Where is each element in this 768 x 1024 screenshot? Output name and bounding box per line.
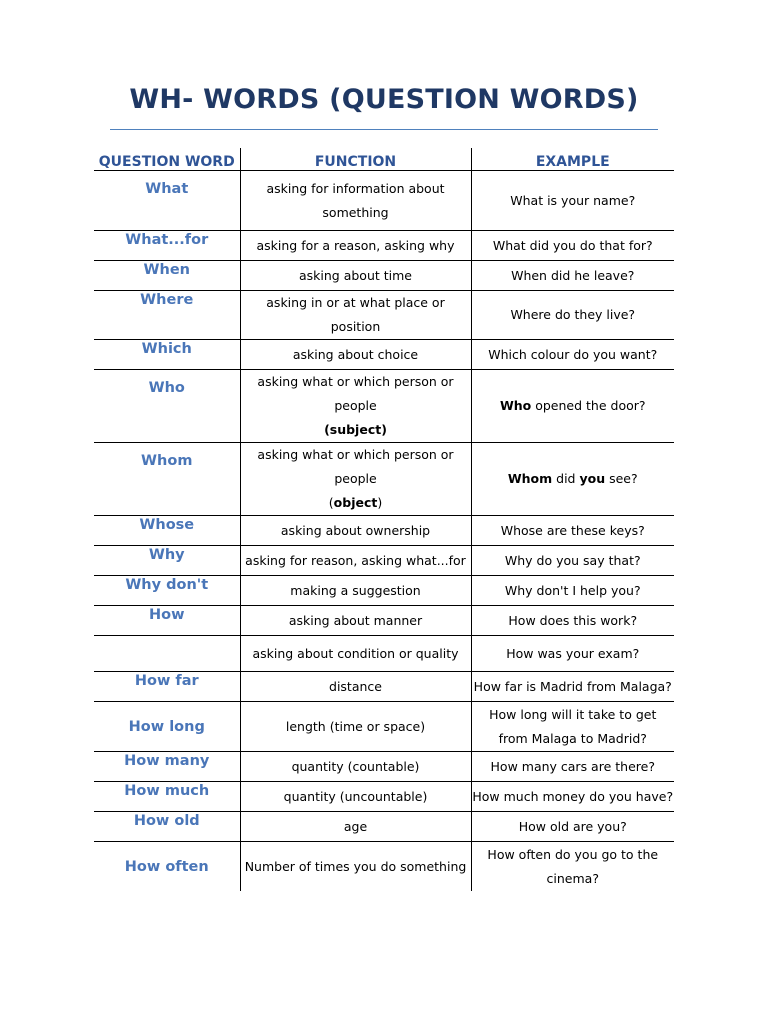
header-example: EXAMPLE bbox=[471, 148, 674, 171]
example-text: see? bbox=[605, 471, 638, 486]
question-word bbox=[94, 636, 240, 672]
function-paren: ( bbox=[328, 495, 334, 510]
question-word: When bbox=[94, 261, 240, 291]
question-word: Which bbox=[94, 340, 240, 370]
function-line: asking what or which person or people bbox=[257, 374, 454, 413]
function-cell: asking about time bbox=[240, 261, 471, 291]
question-word: Who bbox=[94, 370, 240, 443]
function-cell: distance bbox=[240, 672, 471, 702]
function-cell: quantity (uncountable) bbox=[240, 782, 471, 812]
example-cell: Whose are these keys? bbox=[471, 516, 674, 546]
header-question-word: QUESTION WORD bbox=[94, 148, 240, 171]
example-cell: How was your exam? bbox=[471, 636, 674, 672]
example-cell: Why do you say that? bbox=[471, 546, 674, 576]
question-word: What...for bbox=[94, 231, 240, 261]
function-cell: quantity (countable) bbox=[240, 752, 471, 782]
table-row bbox=[94, 702, 674, 752]
wh-words-table bbox=[94, 148, 674, 891]
example-line: How often do you go to the bbox=[487, 846, 659, 862]
question-word: How bbox=[94, 606, 240, 636]
function-line: asking for information about bbox=[266, 180, 445, 196]
function-emphasis: object bbox=[333, 495, 378, 510]
table-row bbox=[94, 231, 674, 261]
example-cell: How much money do you have? bbox=[471, 782, 674, 812]
table-row bbox=[94, 546, 674, 576]
question-word: How often bbox=[124, 858, 209, 875]
example-cell bbox=[471, 842, 674, 892]
example-cell: How does this work? bbox=[471, 606, 674, 636]
table-row bbox=[94, 752, 674, 782]
table-row bbox=[94, 261, 674, 291]
function-line: something bbox=[322, 204, 389, 220]
function-cell: asking for a reason, asking why bbox=[240, 231, 471, 261]
table-row bbox=[94, 842, 674, 892]
function-paren: ) bbox=[377, 495, 383, 510]
question-word: How far bbox=[94, 672, 240, 702]
table-row bbox=[94, 443, 674, 516]
function-cell: Number of times you do something bbox=[240, 842, 471, 892]
question-word: How long bbox=[94, 702, 240, 752]
title-underline bbox=[110, 129, 658, 130]
example-cell: Which colour do you want? bbox=[471, 340, 674, 370]
table-row bbox=[94, 782, 674, 812]
function-cell bbox=[240, 443, 471, 516]
question-word: Why bbox=[94, 546, 240, 576]
table-row bbox=[94, 171, 674, 231]
example-cell bbox=[471, 702, 674, 752]
example-cell: When did he leave? bbox=[471, 261, 674, 291]
question-word: Whom bbox=[94, 443, 240, 516]
table-row bbox=[94, 606, 674, 636]
example-emphasis: Whom bbox=[507, 471, 553, 486]
function-cell: making a suggestion bbox=[240, 576, 471, 606]
question-word: Whose bbox=[94, 516, 240, 546]
table-row bbox=[94, 812, 674, 842]
function-cell: asking for reason, asking what...for bbox=[240, 546, 471, 576]
function-cell: asking in or at what place or position bbox=[240, 291, 471, 340]
function-cell: age bbox=[240, 812, 471, 842]
question-word: How many bbox=[94, 752, 240, 782]
page-title: WH- WORDS (QUESTION WORDS) bbox=[129, 84, 639, 115]
example-text: opened the door? bbox=[531, 398, 646, 413]
function-cell bbox=[240, 370, 471, 443]
function-emphasis: (subject) bbox=[324, 422, 387, 437]
example-cell bbox=[471, 370, 674, 443]
function-cell: length (time or space) bbox=[240, 702, 471, 752]
example-cell: What did you do that for? bbox=[471, 231, 674, 261]
example-cell: Why don't I help you? bbox=[471, 576, 674, 606]
table-row bbox=[94, 636, 674, 672]
example-cell: How many cars are there? bbox=[471, 752, 674, 782]
question-word: Where bbox=[94, 291, 240, 340]
example-emphasis: you bbox=[579, 471, 606, 486]
function-cell: asking about ownership bbox=[240, 516, 471, 546]
example-cell: How old are you? bbox=[471, 812, 674, 842]
table-header-row bbox=[94, 148, 674, 171]
example-line: cinema? bbox=[546, 870, 599, 886]
example-cell: What is your name? bbox=[471, 171, 674, 231]
function-cell: asking about choice bbox=[240, 340, 471, 370]
table-row bbox=[94, 340, 674, 370]
table-row bbox=[94, 576, 674, 606]
question-word: Why don't bbox=[94, 576, 240, 606]
question-word: How old bbox=[94, 812, 240, 842]
question-word: What bbox=[94, 171, 240, 231]
example-cell: How far is Madrid from Malaga? bbox=[471, 672, 674, 702]
function-cell: asking about manner bbox=[240, 606, 471, 636]
question-word: How much bbox=[94, 782, 240, 812]
table-row bbox=[94, 370, 674, 443]
function-cell bbox=[240, 171, 471, 231]
header-function: FUNCTION bbox=[240, 148, 471, 171]
table-row bbox=[94, 516, 674, 546]
function-cell: asking about condition or quality bbox=[240, 636, 471, 672]
example-text: did bbox=[552, 471, 580, 486]
example-cell: Where do they live? bbox=[471, 291, 674, 340]
table-row bbox=[94, 291, 674, 340]
function-line: asking what or which person or people bbox=[257, 447, 454, 486]
example-line: How long will it take to get bbox=[489, 706, 657, 722]
table-row bbox=[94, 672, 674, 702]
example-emphasis: Who bbox=[499, 398, 532, 413]
example-line: from Malaga to Madrid? bbox=[498, 730, 647, 746]
example-cell bbox=[471, 443, 674, 516]
